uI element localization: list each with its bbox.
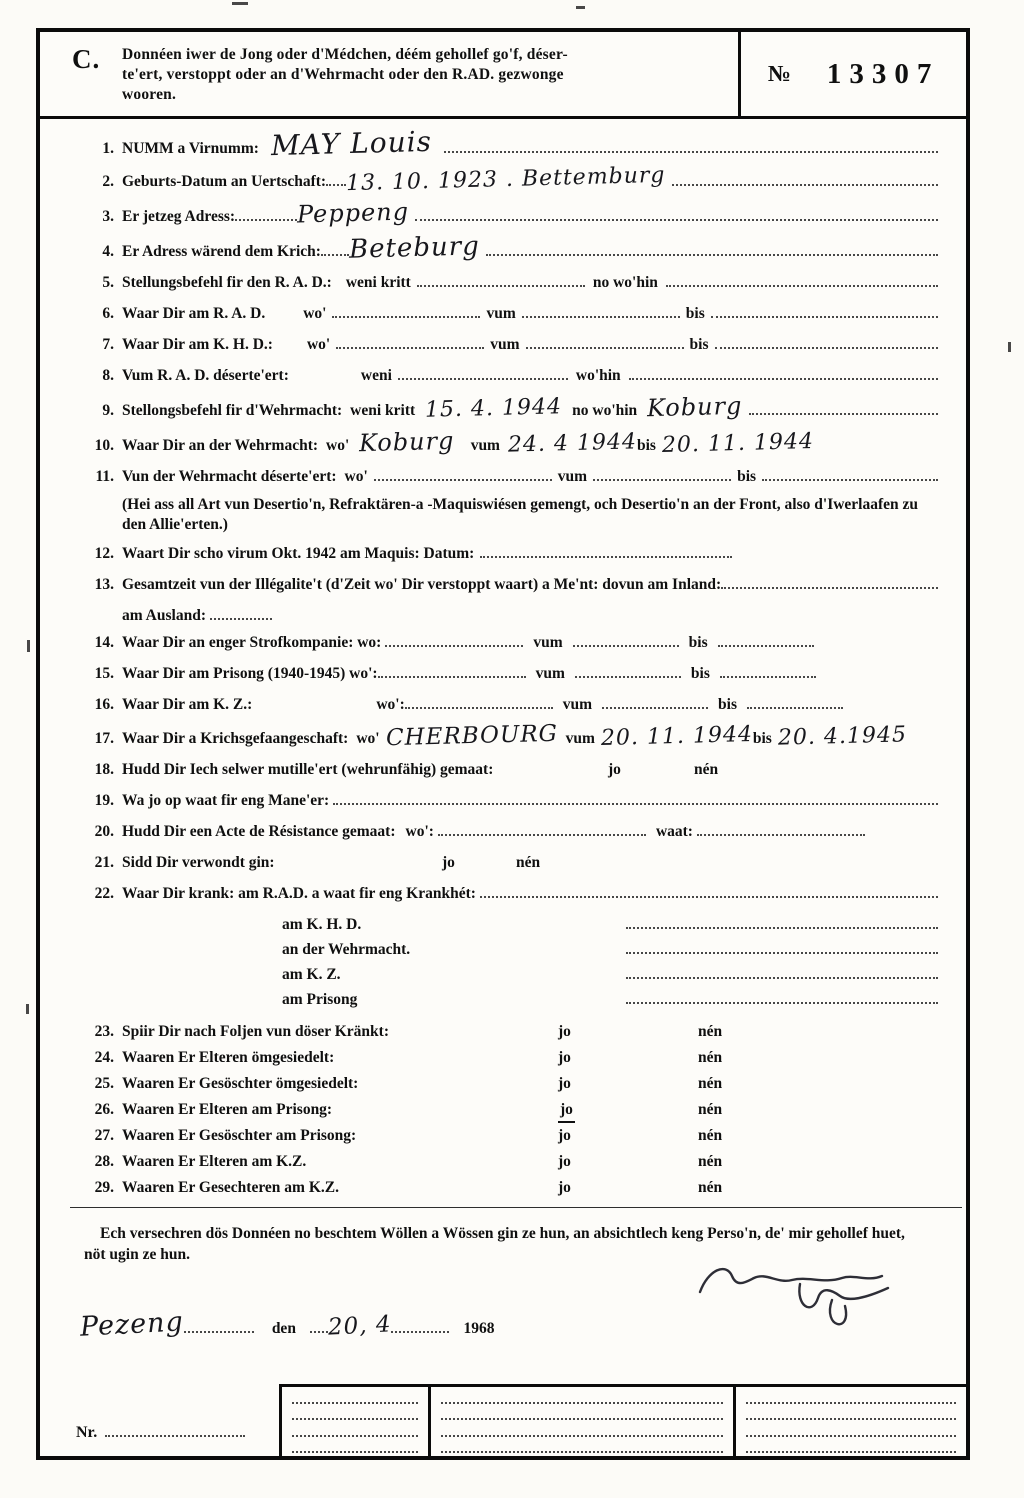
field-label: bis — [737, 468, 757, 485]
field-label: Geburts-Datum an Uertschaft: — [122, 173, 327, 190]
form-row — [80, 759, 938, 781]
item-number: 24. — [94, 1049, 114, 1066]
answer-option: jo — [442, 854, 455, 871]
field-label: Stellongsbefehl fir d'Wehrmacht: — [122, 402, 343, 419]
item-number: 8. — [102, 367, 114, 384]
field-label: Gesamtzeit vun der Illégalite't (d'Zeit wo' Dir verstoppt waart) a Me'nt: dovun am Inland: — [122, 576, 722, 593]
header-description-line: Donnéen iwer de Jong oder d'Médchen, déém gehollef go'f, déser- — [122, 46, 568, 63]
field-label: Sidd Dir verwondt gin: — [122, 854, 275, 871]
dotted-line — [746, 1408, 956, 1420]
dotted-line — [310, 1319, 328, 1333]
dotted-line — [486, 242, 938, 256]
form-row — [80, 124, 938, 163]
dotted-line — [573, 633, 679, 647]
answer-option: jo — [558, 1127, 571, 1144]
form-row — [80, 1047, 938, 1069]
form-row — [80, 1099, 938, 1121]
field-label: Er Adress wärend dem Krich: — [122, 243, 321, 260]
field-label: Waar Dir krank: am R.A.D. a waat fir eng Krankhét: — [122, 885, 476, 902]
form-row — [80, 334, 938, 356]
form-row — [80, 964, 938, 986]
dotted-line — [326, 172, 346, 186]
form-row — [80, 1151, 938, 1173]
answer-option: nén — [698, 1075, 723, 1092]
item-number: 12. — [94, 545, 114, 562]
field-label: an der Wehrmacht. — [282, 941, 411, 958]
answer-option: jo — [608, 761, 621, 778]
dotted-line — [441, 1441, 723, 1453]
table-cell — [428, 1387, 733, 1456]
form-row — [80, 466, 938, 488]
handwritten-entry: 15. 4. 1944 — [424, 394, 563, 423]
field-label: Waaren Er Elteren am K.Z. — [122, 1153, 307, 1170]
form-row — [80, 989, 938, 1011]
field-label: wo': — [405, 823, 434, 840]
field-label: wo' — [306, 336, 331, 353]
answer-option: jo — [558, 1049, 571, 1066]
item-number: 22. — [94, 885, 114, 902]
dotted-line — [762, 467, 938, 481]
dotted-line — [672, 172, 938, 186]
answer-option: nén — [698, 1127, 723, 1144]
dotted-line — [385, 633, 523, 647]
item-number: 20. — [94, 823, 114, 840]
dotted-line — [626, 940, 938, 954]
field-label: vum — [562, 696, 593, 713]
field-label: wo' — [344, 468, 368, 485]
field-label: Waar Dir a Krichsgefaangeschaft: — [122, 730, 349, 747]
item-number: 23. — [94, 1023, 114, 1040]
dotted-line — [626, 965, 938, 979]
item-number: 28. — [94, 1153, 114, 1170]
field-label: vum — [533, 634, 563, 651]
signature — [682, 1234, 912, 1344]
dotted-line — [210, 606, 272, 620]
handwritten-entry: 24. 4 1944 — [507, 429, 638, 458]
field-label: Waaren Er Elteren ömgesiedelt: — [122, 1049, 335, 1066]
item-number: 7. — [102, 336, 114, 353]
field-label: Waar Dir am K. Z.: — [122, 696, 253, 713]
field-label: vum — [470, 437, 500, 454]
dotted-line — [235, 207, 297, 221]
dotted-line — [398, 366, 568, 380]
field-label: Stellungsbefehl fir den R. A. D.: — [122, 274, 332, 291]
field-label: Waaren Er Gesechteren am K.Z. — [122, 1179, 339, 1196]
dotted-line — [438, 822, 646, 836]
handwritten-entry: 20. 11. 1944 — [661, 429, 815, 458]
form-row — [80, 720, 938, 752]
dotted-line — [444, 139, 938, 153]
field-label: wo' — [356, 730, 380, 747]
field-label: Wa jo op waat fir eng Mane'er: — [122, 792, 330, 809]
form-row — [80, 939, 938, 961]
dotted-line — [292, 1392, 418, 1404]
scan-artifact — [1008, 342, 1011, 352]
dotted-line — [332, 304, 480, 318]
field-label: bis — [752, 730, 772, 747]
document-frame — [36, 28, 970, 1460]
form-row — [80, 1125, 938, 1147]
field-label: Vun der Wehrmacht déserte'ert: — [122, 468, 337, 485]
dotted-line — [333, 791, 938, 805]
handwritten-entry: 20. 11. 1944 — [600, 722, 754, 751]
form-row — [80, 272, 938, 294]
form-row — [80, 162, 938, 197]
dotted-line — [415, 207, 938, 221]
item-number: 6. — [102, 305, 114, 322]
dotted-line — [292, 1408, 418, 1420]
scan-artifact — [26, 1004, 29, 1014]
field-label: vum — [535, 665, 565, 682]
field-label: bis — [685, 305, 705, 322]
dotted-line — [441, 1425, 723, 1437]
form-row — [80, 391, 938, 423]
answer-option: jo — [558, 1179, 571, 1196]
header-description — [118, 32, 738, 116]
item-number: 27. — [94, 1127, 114, 1144]
form-note — [80, 495, 938, 535]
field-label: vum — [490, 336, 520, 353]
field-label: am Prisong — [282, 991, 358, 1008]
nr-label: Nr. — [76, 1424, 98, 1441]
form-row — [80, 543, 938, 565]
header-description-line: te'ert, verstoppt oder an d'Wehrmacht oder den R.AD. gezwonge — [122, 66, 564, 83]
field-label: wo' — [326, 437, 350, 454]
item-number: 13. — [94, 576, 114, 593]
form-row — [80, 1073, 938, 1095]
place-handwritten: Pezeng — [79, 1306, 185, 1343]
bottom-table — [279, 1384, 966, 1456]
bottom-strip — [40, 1384, 966, 1456]
field-label: am Ausland: — [122, 607, 206, 624]
form-row — [80, 197, 938, 229]
dotted-line — [480, 544, 732, 558]
field-label: bis — [636, 437, 656, 454]
handwritten-entry: MAY Louis — [270, 124, 433, 163]
handwritten-entry: Beteburg — [348, 231, 481, 265]
item-number: 19. — [94, 792, 114, 809]
item-number: 21. — [94, 854, 114, 871]
dotted-line — [720, 664, 816, 678]
field-label: weni kritt — [345, 274, 411, 291]
dotted-line — [292, 1425, 418, 1437]
field-label: bis — [690, 665, 710, 682]
form-row — [80, 632, 938, 654]
form-row — [80, 605, 938, 627]
item-number: 3. — [102, 208, 114, 225]
dotted-line — [718, 633, 814, 647]
item-number: 9. — [102, 402, 114, 419]
field-label: am K. Z. — [282, 966, 341, 983]
field-label: Waar Dir an der Wehrmacht: — [122, 437, 319, 454]
dotted-line — [593, 467, 731, 481]
item-number: 5. — [102, 274, 114, 291]
item-number: 26. — [94, 1101, 114, 1118]
dotted-line — [378, 664, 526, 678]
dotted-line — [522, 304, 680, 318]
item-number: 29. — [94, 1179, 114, 1196]
item-number: 25. — [94, 1075, 114, 1092]
answer-option: jo — [558, 1153, 571, 1170]
field-label: bis — [689, 336, 709, 353]
dotted-line — [441, 1408, 723, 1420]
form-row — [80, 1021, 938, 1043]
handwritten-entry: Peppeng — [296, 197, 410, 229]
field-label: wo'hin — [575, 367, 621, 384]
field-label: no wo'hin — [592, 274, 658, 291]
form-row — [80, 426, 938, 458]
field-label: waat: — [655, 823, 693, 840]
field-label: bis — [718, 696, 737, 713]
answer-option: nén — [694, 761, 719, 778]
form-rows — [40, 119, 966, 1199]
section-letter: C. — [72, 44, 101, 74]
handwritten-entry: CHERBOURG — [385, 720, 558, 752]
table-cell — [733, 1387, 966, 1456]
dotted-line — [374, 467, 552, 481]
dotted-line — [721, 575, 938, 589]
form-row — [80, 365, 938, 387]
form-row — [80, 852, 938, 874]
field-label: vum — [565, 730, 595, 747]
field-label: vum — [557, 468, 588, 485]
dotted-line — [749, 401, 938, 415]
item-number: 1. — [102, 140, 114, 157]
dotted-line — [711, 304, 938, 318]
answer-option: jo — [558, 1075, 571, 1092]
number-sign: № — [767, 61, 791, 86]
dotted-line — [526, 335, 684, 349]
field-label: Er jetzeg Adress: — [122, 208, 236, 225]
answer-option: nén — [698, 1049, 723, 1066]
handwritten-entry: Koburg — [358, 426, 456, 458]
dotted-line — [575, 664, 681, 678]
field-label: bis — [688, 634, 708, 651]
form-row — [80, 914, 938, 936]
item-number: 17. — [94, 730, 114, 747]
field-label: wo': — [376, 696, 405, 713]
form-row — [80, 883, 938, 905]
scan-artifact — [232, 2, 248, 5]
field-label: Waar Dir an enger Strofkompanie: wo: — [122, 634, 382, 651]
dotted-line — [405, 695, 553, 709]
dotted-line — [391, 1319, 449, 1333]
item-number: 14. — [94, 634, 114, 651]
form-row — [80, 1177, 938, 1199]
item-number: 11. — [95, 468, 114, 485]
answer-option: jo — [558, 1099, 575, 1123]
document-number: 13307 — [826, 57, 940, 90]
dotted-line — [602, 695, 708, 709]
field-label: vum — [486, 305, 516, 322]
handwritten-entry: 20. 4.1945 — [777, 722, 908, 751]
item-number: 18. — [94, 761, 114, 778]
dotted-line — [666, 273, 938, 287]
dotted-line — [746, 1425, 956, 1437]
field-label: no wo'hin — [572, 402, 638, 419]
dotted-line — [184, 1319, 254, 1333]
dotted-line — [336, 335, 484, 349]
form-row — [80, 694, 938, 716]
dotted-line — [626, 990, 938, 1004]
field-label: am K. H. D. — [282, 916, 362, 933]
form-row — [80, 574, 938, 596]
field-label: Waar Dir am Prisong (1940-1945) wo': — [122, 665, 378, 682]
den-label: den — [271, 1320, 296, 1337]
dotted-line — [746, 1392, 956, 1404]
field-label: Waaren Er Elteren am Prisong: — [122, 1101, 333, 1118]
form-row — [80, 231, 938, 265]
field-label: Waaren Er Gesöschter am Prisong: — [122, 1127, 357, 1144]
field-label: weni kritt — [350, 402, 416, 419]
answer-option: nén — [698, 1101, 723, 1118]
handwritten-entry: Koburg — [646, 391, 743, 423]
form-row — [80, 790, 938, 812]
field-label: Waar Dir am K. H. D.: — [122, 336, 273, 353]
scan-artifact — [576, 6, 585, 9]
document-header — [40, 32, 966, 119]
field-label: Waaren Er Gesöschter ömgesiedelt: — [122, 1075, 359, 1092]
dotted-line — [292, 1441, 418, 1453]
item-number: 16. — [94, 696, 114, 713]
answer-option: nén — [516, 854, 541, 871]
field-label: NUMM a Virnumm: — [122, 140, 259, 157]
item-number: 10. — [94, 437, 114, 454]
dotted-line — [746, 1441, 956, 1453]
answer-option: nén — [698, 1023, 723, 1040]
answer-option: jo — [558, 1023, 571, 1040]
dotted-line — [629, 366, 938, 380]
field-label: Vum R. A. D. déserte'ert: — [122, 367, 289, 384]
scan-artifact — [27, 640, 30, 652]
handwritten-entry: 13. 10. 1923 . Bettemburg — [345, 162, 666, 197]
field-label: wo' — [303, 305, 327, 322]
field-label: Spiir Dir nach Foljen vun döser Kränkt: — [122, 1023, 389, 1040]
item-number: 15. — [94, 665, 114, 682]
document-number-box — [738, 32, 966, 116]
field-label: Waart Dir scho virum Okt. 1942 am Maquis: Datum: — [122, 545, 475, 562]
field-label: Hudd Dir Iech selwer mutille'ert (wehrunfähig) gemaat: — [122, 761, 494, 778]
dotted-line — [321, 242, 349, 256]
field-label: weni — [360, 367, 392, 384]
year-label: 1968 — [463, 1320, 495, 1337]
answer-option: nén — [698, 1153, 723, 1170]
field-label: Waar Dir am R. A. D. — [122, 305, 266, 322]
dotted-line — [747, 695, 843, 709]
form-row — [80, 821, 938, 843]
table-cell — [279, 1387, 428, 1456]
field-label: Hudd Dir een Acte de Résistance gemaat: — [122, 823, 396, 840]
answer-option: nén — [698, 1179, 723, 1196]
item-number: 2. — [102, 173, 114, 190]
nr-line — [76, 1423, 245, 1442]
field-label: (Hei ass all Art vun Desertio'n, Refraktären-a -Maquiswiésen gemengt, och Desertio'n an der Front, also d'Iwerlaafen zu den Allie'erten.) — [122, 496, 919, 533]
header-description-line: wooren. — [122, 86, 177, 103]
dotted-line — [626, 915, 938, 929]
dotted-line — [697, 822, 865, 836]
item-number: 4. — [102, 243, 114, 260]
date-handwritten: 20, 4 — [327, 1311, 393, 1341]
declaration-text: Ech versechren dös Donnéen no beschtem Wöllen a Wössen gin ze hun, an absichtlech keng Perso'n, de' mir gehollef huet, nöt ugin ze hun. — [84, 1225, 905, 1263]
dotted-line — [480, 884, 938, 898]
dotted-line — [105, 1423, 245, 1437]
form-row — [80, 303, 938, 325]
dotted-line — [441, 1392, 723, 1404]
dotted-line — [715, 335, 939, 349]
dotted-line — [417, 273, 585, 287]
form-row — [80, 663, 938, 685]
